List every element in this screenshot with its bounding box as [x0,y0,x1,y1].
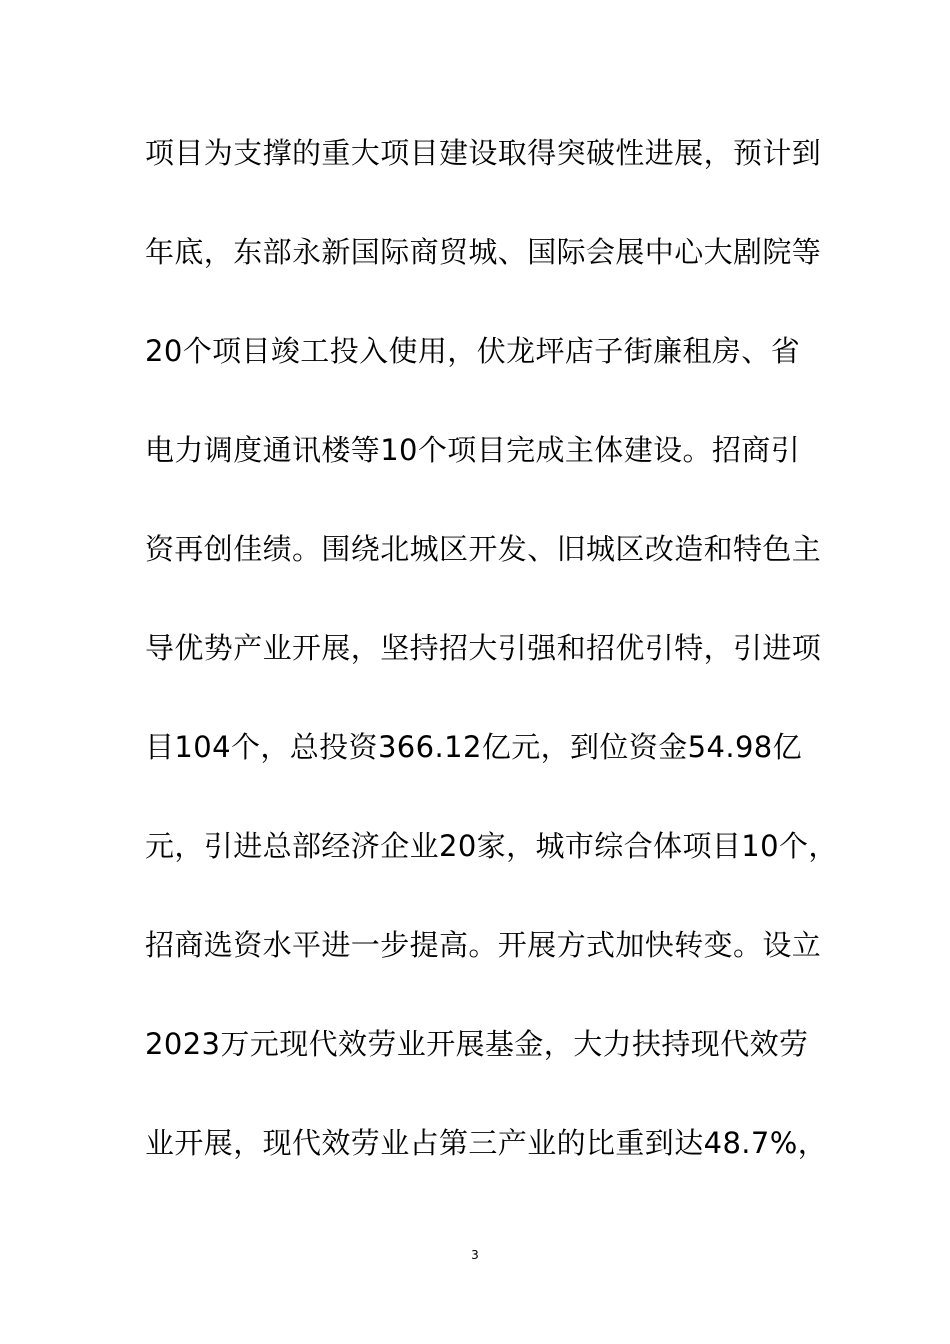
paragraph-line: 导优势产业开展，坚持招大引强和招优引特，引进项 [145,631,822,665]
paragraph-line: 20个项目竣工投入使用，伏龙坪店子街廉租房、省 [145,334,801,368]
paragraph-line: 目104个，总投资366.12亿元，到位资金54.98亿 [145,730,803,764]
paragraph-line: 业开展，现代效劳业占第三产业的比重到达48.7%， [145,1126,828,1160]
paragraph-line: 元，引进总部经济企业20家，城市综合体项目10个， [145,829,838,863]
paragraph-line: 项目为支撑的重大项目建设取得突破性进展，预计到 [145,136,822,170]
paragraph-line: 电力调度通讯楼等10个项目完成主体建设。招商引 [145,433,801,467]
paragraph-line: 招商选资水平进一步提高。开展方式加快转变。设立 [145,928,822,962]
paragraph-line: 年底，东部永新国际商贸城、国际会展中心大剧院等 [145,235,822,269]
paragraph-line: 资再创佳绩。围绕北城区开发、旧城区改造和特色主 [145,532,822,566]
paragraph-line: 2023万元现代效劳业开展基金，大力扶持现代效劳 [145,1027,809,1061]
page-number: 3 [471,1248,479,1262]
